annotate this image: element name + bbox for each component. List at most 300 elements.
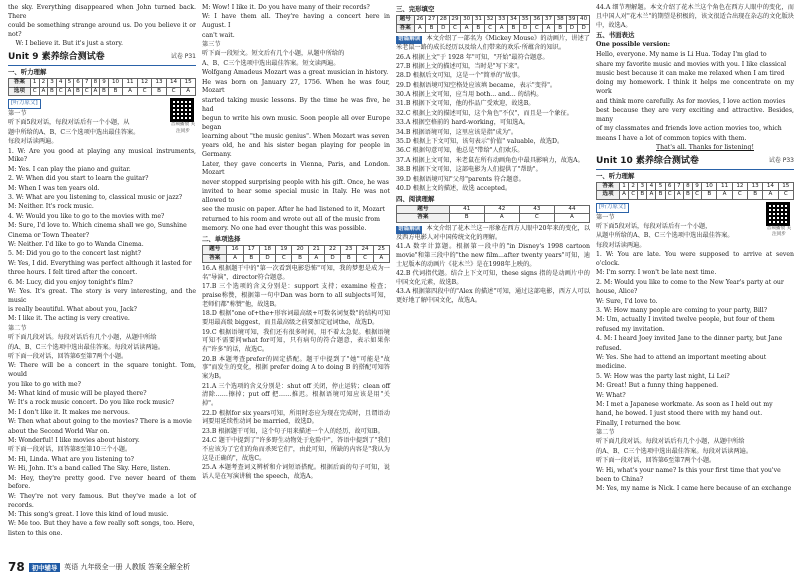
- text-line: W: Then what about going to the movies? There is a movie: [8, 418, 192, 426]
- answer-table: [596, 182, 794, 200]
- text-line: Wolfgang Amadeus Mozart was a great musician in history.: [202, 69, 389, 77]
- table-cell: 22: [324, 246, 340, 255]
- table-cell: C: [692, 191, 701, 200]
- answer-table: [202, 245, 390, 263]
- table-cell: 8: [91, 79, 100, 88]
- table-cell: A: [554, 214, 589, 223]
- unit-header: [8, 51, 196, 66]
- review-tag: 语篇解读: [398, 36, 421, 43]
- unit-ref: 试卷 P33: [768, 156, 794, 164]
- listening-block: [8, 98, 196, 538]
- listening-block: [596, 202, 794, 494]
- text-line: 听下面一段对话，回答第6至第7两个小题。: [596, 457, 716, 465]
- text-line: 24.C 题干中提到了"许多野生动物处于危险中"，答语中提到了"我们不应该为了它们的角而杀死它们"，由此可知，所缺的内容是"我认为这是正确的"，故选C。: [202, 437, 390, 462]
- review-text: 本文介绍了花木兰这一形象在西方人眼中20年来的变化，以及西方电影人对中国传统文化的理解。: [396, 224, 591, 241]
- table-cell: A: [619, 191, 628, 200]
- column-2: [202, 4, 390, 482]
- table-cell: C: [519, 214, 554, 223]
- text-line: 25.A 本题考查词义辨析和介词短语搭配。根据后面的句子可知，说话人是在写演讲稿 the speech，故选A。: [202, 464, 390, 480]
- table-cell: B: [702, 191, 717, 200]
- text-line: 1. W: You are late. You were supposed to arrive at seven o'clock.: [596, 251, 794, 268]
- table-cell: A: [674, 191, 683, 200]
- table-cell: A: [123, 87, 138, 96]
- table-cell: B: [656, 191, 665, 200]
- text-line: 42.B 代词指代题。结合上下文可知，these signs 指的是动画片中的中国文化元素，故选B。: [396, 270, 590, 287]
- table-cell: C: [629, 191, 638, 200]
- table-row-header: 答案: [397, 24, 415, 33]
- table-cell: C: [357, 254, 373, 263]
- text-line: started taking music lessons. By the time he was five, he had: [202, 96, 390, 113]
- text-line: 听下面5段对话，每段对话后有一个小题，: [596, 223, 712, 231]
- essay: [596, 51, 794, 143]
- table-cell: C: [449, 24, 461, 33]
- text-line: hand, he bowed. I just stood there with my hand out.: [596, 410, 763, 418]
- text-line: 听下面一段短文。短文后有几个小题，从题中所给的: [202, 50, 345, 58]
- review-tag: 语篇解读: [398, 225, 421, 232]
- section-heading: 五、书面表达: [596, 31, 635, 40]
- text-line: M: Hey, they're pretty good. I've never heard of them before.: [8, 474, 196, 491]
- text-line: 第一节: [596, 213, 615, 221]
- text-line: 5. M: Did you go to the concert last night?: [8, 250, 141, 258]
- table-cell: 34: [508, 16, 520, 25]
- text-line: M: When I was ten years old.: [8, 184, 100, 192]
- table-cell: 18: [259, 246, 275, 255]
- text-line: can't wait.: [202, 31, 235, 39]
- section-heading: 三、完形填空: [396, 5, 435, 13]
- text-line: listen to this one.: [8, 529, 63, 537]
- table-cell: 42: [484, 205, 519, 214]
- explanations: [396, 54, 590, 194]
- table-cell: A: [484, 214, 519, 223]
- text-line: 22.D 根据for six years可知，所用时态应为现在完成时，且谓语动词要用延续性动词 be married，故选D。: [202, 409, 390, 426]
- qr-caption: 音频播放 关注同步: [766, 225, 792, 238]
- listening-transcript: [8, 110, 196, 538]
- table-cell: 14: [763, 182, 778, 191]
- table-row-header: 题号: [203, 246, 227, 255]
- text-line: 39.D 根据语境可知"父母"parents 符合题意。: [396, 175, 525, 183]
- text-line: 37.A 根据上文可知，米老鼠在所有动画角色中最具影响力，故选A。: [396, 156, 584, 164]
- text-line: W: There will be a concert in the square tonight. Tom, would: [8, 362, 196, 379]
- table-row-header: 答案: [203, 254, 227, 263]
- table-cell: A: [763, 191, 778, 200]
- text-line: 2. M: Would you like to come to the New Year's party at our: [596, 278, 784, 286]
- text-line: W: I have them all. They're having a concert here in August. I: [202, 13, 390, 30]
- text-line: M: Great! But a funny thing happened.: [596, 382, 719, 390]
- text-line: M: What kind of music will be played there?: [8, 390, 147, 397]
- text-line: 16.A 根据题干中的"第一次看到电影恐怖"可知，我的梦想是成为一名"导演"，director符合题意。: [202, 265, 390, 281]
- table-cell: 23: [341, 246, 357, 255]
- text-line: 4. W: Would you like to go to the movies with me?: [8, 212, 165, 220]
- text-line: the sky. Everything disappeared when John turned back. There: [8, 4, 196, 20]
- text-line: M: I'm sorry. I won't be late next time.: [596, 269, 717, 277]
- text-line: 21.A 三个选项的含义分别是：shut off 关闭，停止运转；clean off 清除……擦掉；put off 把……推迟。根据语境可知应该是用"关掉"。: [202, 382, 390, 408]
- text-line: 33.A 根据空格前的 hard-working，可知选A。: [396, 119, 530, 127]
- column-1: [8, 4, 196, 539]
- table-cell: A: [227, 254, 243, 263]
- text-line: means I have a lot of common topics with them.: [596, 134, 747, 142]
- table-row-header: 选项: [9, 87, 31, 96]
- text-line: 听下面几段对话。每段对话后有几个小题，从题中所给: [8, 334, 157, 342]
- table-cell: 40: [578, 16, 590, 25]
- table-cell: A: [39, 87, 48, 96]
- text-line: 第三节: [202, 40, 221, 48]
- table-cell: B: [292, 254, 308, 263]
- page-footer: [8, 560, 190, 574]
- table-cell: 16: [227, 246, 243, 255]
- table-row-header: 答案: [597, 182, 620, 191]
- table-cell: 4: [56, 79, 65, 88]
- table-cell: 3: [48, 79, 57, 88]
- text-line: A、B、C三个选项中选出最佳答案。短文读两遍。: [202, 59, 340, 67]
- section-heading: 四、阅读理解: [396, 194, 435, 203]
- text-line: 31.B 根据下文可知，他的作品广受欢迎，故选B。: [396, 100, 535, 108]
- text-line: refused.: [596, 344, 622, 352]
- text-line: 44.A 细节理解题。本文介绍了花木兰这个角色在西方人眼中的变化，而且中国人对"花木兰"的期望是积极的，该文很适合出现在杂志的文化版块中，故选A。: [596, 4, 794, 29]
- unit-ref: 试卷 P31: [170, 53, 196, 61]
- section-heading: 一、听力理解: [596, 171, 635, 180]
- table-cell: C: [276, 254, 292, 263]
- text-line: 2. W: When did you start to learn the guitar?: [8, 175, 149, 183]
- table-cell: C: [732, 191, 747, 200]
- qr-code-icon[interactable]: [170, 98, 194, 122]
- table-cell: B: [449, 214, 484, 223]
- text-line: 第二节: [8, 324, 27, 332]
- text-line: 28.D 根据后文可知，这是一个"简单的"故事。: [396, 72, 524, 80]
- table-cell: 5: [65, 79, 74, 88]
- text-line: W: What?: [596, 391, 626, 399]
- table-cell: B: [426, 24, 438, 33]
- text-line: W: Yes. It's great. The story is very interesting, and the music: [8, 287, 196, 304]
- table-cell: D: [259, 254, 275, 263]
- table-cell: D: [566, 24, 578, 33]
- text-line: Finally, I returned the bow.: [596, 419, 681, 427]
- table-cell: C: [56, 87, 65, 96]
- review-text: 本文介绍了一部名为《Mickey Mouse》的动画片，讲述了米老鼠一路的成长经历以及给人们带来的欢乐·所蕴含的知识。: [396, 35, 590, 52]
- text-line: W: Hi, John. It's a band called The Sky. Here, listen.: [8, 465, 171, 473]
- table-cell: 27: [426, 16, 438, 25]
- text-line: 27.B 根据上文的描述可知，当时是"写下来"。: [396, 62, 524, 70]
- text-line: 41.A 数字计算题。根据第一段中的"in Disney's 1998 cartoon movie"和第三段中的"the new film...after twenty years"可知，迪士尼版本的动画片《花木兰》是在1998年上映的。: [396, 243, 590, 268]
- text-line: 4. M: I heard Joey invited Jane to the dinner party, but Jane: [596, 335, 783, 343]
- text-line: 第二节: [596, 429, 615, 437]
- text-line: years old, he and his sister began playing for people in Germany.: [202, 142, 390, 159]
- answer-table: [396, 205, 590, 223]
- table-cell: A: [181, 87, 196, 96]
- text-line: of my classmates and friends love action movies too, which: [596, 125, 782, 133]
- text-line: doing my homework. I think it helps me concentrate on my work: [596, 79, 794, 96]
- text-line: learning about "the music genius". When Mozart was seven: [202, 133, 390, 141]
- listening-transcript: [596, 214, 794, 495]
- table-cell: B: [748, 191, 763, 200]
- text-line: is really beautiful. What about you, Jack?: [8, 306, 137, 314]
- text-line: 40.D 根据上文的描述，故选 accepted。: [396, 184, 512, 192]
- table-cell: A: [647, 191, 656, 200]
- table-cell: D: [437, 24, 449, 33]
- table-cell: B: [508, 24, 520, 33]
- table-cell: 31: [473, 16, 485, 25]
- table-cell: C: [778, 191, 793, 200]
- table-cell: 1: [619, 182, 628, 191]
- text-line: W: It's a rock music concert. Do you like rock music?: [8, 399, 175, 407]
- table-cell: 39: [566, 16, 578, 25]
- text-line: W: I believe it. But it's just a story.: [15, 40, 123, 48]
- text-line: 29.D 根据语境可知空格处应该填 became，表示"变得"。: [396, 81, 557, 89]
- table-cell: B: [48, 87, 57, 96]
- table-cell: C: [665, 191, 674, 200]
- table-cell: 28: [437, 16, 449, 25]
- table-cell: 3: [638, 182, 647, 191]
- text-line: M: Hi, Linda. What are you listening to?: [8, 455, 134, 463]
- text-line: 43.A 根据第四段中的"Alex 的描述"可知，通过这部电影，西方人可以更好地了解中国文化，故选A。: [396, 288, 590, 305]
- table-cell: 9: [100, 79, 109, 88]
- text-line: 3. W: What are you listening to, classical music or jazz?: [8, 193, 183, 201]
- unit-title: Unit 10 素养综合测试卷: [596, 155, 699, 166]
- table-cell: B: [100, 87, 109, 96]
- text-line: about the Second World War on.: [8, 427, 110, 435]
- unit-header: [596, 155, 794, 170]
- table-cell: 21: [308, 246, 324, 255]
- table-row-header: 题号: [397, 205, 450, 214]
- text-line: and think more carefully. As for movies, I love action movies: [596, 97, 786, 105]
- text-line: 30.A 根据上文可知，应当用 both... and... 的结构。: [396, 91, 543, 99]
- text-line: 34.B 根据语境可知，这里应该是指"成为"。: [396, 128, 518, 136]
- table-cell: C: [484, 24, 496, 33]
- table-cell: 12: [137, 79, 152, 88]
- table-cell: 19: [276, 246, 292, 255]
- table-cell: A: [543, 24, 555, 33]
- text-line: three hours. I felt tired after the concert.: [8, 269, 138, 277]
- brand-badge: 初中辅导: [29, 563, 61, 572]
- table-row-header: 答案: [9, 79, 31, 88]
- text-line: 题中所给的A、B、C三个选项中选出最佳答案。: [8, 128, 140, 136]
- text-line: 5. W: How was the party last night, Li Lei?: [596, 372, 730, 380]
- table-cell: 4: [647, 182, 656, 191]
- text-line: M: Sure, I'd love to. Which cinema shall we go, Sunshine: [8, 222, 187, 230]
- table-cell: 30: [461, 16, 473, 25]
- table-cell: 8: [683, 182, 692, 191]
- table-cell: 36: [531, 16, 543, 25]
- page-number: 78: [8, 560, 25, 574]
- answer-table: [396, 15, 590, 33]
- text-line: 23.B 根据题干可知，这个句子用来描述一个人的经历，故可知B。: [202, 427, 384, 435]
- text-line: 6. M: Lucy, did you enjoy tonight's film?: [8, 278, 133, 286]
- text-line: 听下面一段对话，回答第8至第10三个小题。: [8, 446, 132, 454]
- text-line: One possible version:: [596, 41, 671, 49]
- explanations: [202, 265, 390, 481]
- table-cell: B: [243, 254, 259, 263]
- transcript-continued: [202, 4, 390, 234]
- table-cell: C: [30, 87, 39, 96]
- table-cell: 29: [449, 16, 461, 25]
- table-cell: 10: [108, 79, 123, 88]
- table-cell: B: [554, 24, 566, 33]
- table-cell: A: [373, 254, 389, 263]
- qr-caption: 音频播放 关注同步: [170, 122, 196, 134]
- table-cell: 25: [373, 246, 389, 255]
- text-line: M: Wonderful! I like movies about history.: [8, 436, 140, 444]
- text-line: W: Sure, I'd love to.: [596, 297, 658, 305]
- text-line: 听下面几段对话。每段对话后有几个小题，从题中所给: [596, 438, 745, 446]
- text-line: W: Yes. She had to attend an important meeting about: [596, 353, 767, 361]
- text-line: M: Um, actually I invited twelve people, but four of them: [596, 316, 775, 324]
- text-line: memory. No one had ever thought this was possible.: [202, 225, 367, 233]
- table-cell: 37: [543, 16, 555, 25]
- text-line: 18.D 根据"one of+the+形容词最高级+可数名词复数"的结构可知要用最高级 biggest，而且最高级之前要加定冠词the，故选D。: [202, 310, 390, 327]
- text-line: refused my invitation.: [596, 325, 665, 333]
- text-line: Later, they gave concerts in Vienna, Paris, and London. Mozart: [202, 160, 390, 177]
- text-line: best because they are very exciting and attractive. Besides, many: [596, 107, 794, 123]
- text-line: never stopped surprising people with his gift. Once, he was: [202, 178, 389, 186]
- table-cell: B: [473, 24, 485, 33]
- text-line: share my favorite music and movies with you. I like classical: [596, 60, 787, 68]
- table-cell: 32: [484, 16, 496, 25]
- table-cell: 14: [166, 79, 181, 88]
- text-line: begun to write his own music. Soon people all over Europe began: [202, 114, 390, 131]
- text-line: Cinema or Town Theater?: [8, 231, 90, 239]
- table-cell: 35: [519, 16, 531, 25]
- text-line: M: Neither. It's rock music.: [8, 203, 94, 211]
- table-row-header: 题号: [397, 16, 415, 25]
- section-heading: 一、听力理解: [8, 67, 47, 76]
- table-cell: 41: [449, 205, 484, 214]
- text-line: W: Yes, I did. Everything was perfect although it lasted for: [8, 259, 192, 267]
- table-cell: C: [137, 87, 152, 96]
- table-cell: 15: [778, 182, 793, 191]
- text-line: medicine.: [596, 363, 627, 371]
- text-line: 每段对话读两遍。: [596, 241, 646, 249]
- qr-code-icon[interactable]: [766, 202, 790, 226]
- text-line: see the music on paper. After he had listened to it, Mozart: [202, 206, 385, 214]
- text-line: He was born on January 27, 1756. When he was four, Mozart: [202, 78, 390, 95]
- table-cell: D: [578, 24, 590, 33]
- text-line: 32.C 根据上文的描述可知，这个角色"不仅"，而且是一个象征。: [396, 109, 573, 117]
- table-cell: 1: [30, 79, 39, 88]
- table-cell: 15: [181, 79, 196, 88]
- table-cell: 11: [123, 79, 138, 88]
- table-cell: C: [531, 24, 543, 33]
- text-line: music best because it can make me relaxed when I am tired: [596, 70, 785, 78]
- text-line: W: Me too. But they have a few really soft songs, too. Here,: [8, 520, 195, 528]
- table-cell: 13: [152, 79, 167, 88]
- text-line: house, Alice?: [596, 288, 638, 296]
- table-cell: 38: [554, 16, 566, 25]
- table-cell: 7: [674, 182, 683, 191]
- column-3: [396, 4, 590, 307]
- text-line: been to China?: [596, 476, 644, 484]
- table-cell: A: [717, 191, 732, 200]
- table-row-header: 选项: [597, 191, 620, 200]
- table-cell: 10: [702, 182, 717, 191]
- text-line: W: They're not very famous. But they've made a lot of records.: [8, 492, 196, 509]
- section-heading: 二、单项选择: [202, 235, 241, 244]
- text-line: you like to go with me?: [8, 380, 81, 388]
- table-row-header: 答案: [397, 214, 450, 223]
- table-cell: 24: [357, 246, 373, 255]
- table-cell: D: [324, 254, 340, 263]
- unit-title: Unit 9 素养综合测试卷: [8, 52, 105, 63]
- table-cell: A: [308, 254, 324, 263]
- text-line: M: I like it. The acting is very creative.: [8, 315, 130, 323]
- table-cell: 6: [665, 182, 674, 191]
- table-cell: A: [461, 24, 473, 33]
- text-line: 19.C 根据语境可知，我们还有很多时间，用不着太急促。根据语境可知不需要问what for可知，只有病句的符合题意，表示如果你有"许多"的话，故选C。: [202, 328, 390, 354]
- table-cell: D: [519, 24, 531, 33]
- table-cell: 6: [74, 79, 83, 88]
- text-line: 听下面5段对话，每段对话后有一个小题，从: [8, 119, 130, 127]
- text-line: 的A、B、C三个选项中选出最佳答案。每段对话读两遍。: [8, 343, 165, 351]
- table-cell: 43: [519, 205, 554, 214]
- table-cell: B: [683, 191, 692, 200]
- text-line: 35.D 根据上下文可知，该句表示"价值" valuable，故选D。: [396, 138, 564, 146]
- text-line: could be something strange around us. Do you believe it or not?: [8, 22, 196, 38]
- table-cell: B: [638, 191, 647, 200]
- table-cell: B: [152, 87, 167, 96]
- table-cell: B: [108, 87, 123, 96]
- table-cell: C: [82, 87, 91, 96]
- text-line: W: Hi, what's your name? Is this your first time that you've: [596, 466, 781, 474]
- text-line: M: Wow! I like it. Do you have many of their records?: [202, 4, 370, 11]
- text-line: 听下面一段对话，回答第6至第7两个小题。: [8, 353, 128, 361]
- text-line: returned to his room and wrote out all of the music from: [202, 215, 380, 223]
- text-line: 26.A 根据上文"于 1928 年"可知，"开始"最符合题意。: [396, 53, 549, 61]
- text-line: 38.B 根据下文可知，这部电影为人们提供了"帮助"。: [396, 166, 542, 174]
- table-cell: B: [74, 87, 83, 96]
- table-cell: B: [341, 254, 357, 263]
- text-line: 1. W: Are you good at playing any musical instruments, Mike?: [8, 147, 196, 164]
- table-cell: 13: [748, 182, 763, 191]
- text-line: M: I don't like it. It makes me nervous.: [8, 408, 130, 416]
- text-line: M: I met a Japanese workmate. As soon as I held out my: [596, 400, 773, 408]
- explanations: [396, 243, 590, 306]
- text-line: 20.B 本题考查prefer的固定搭配。题干中提到了"她"可能是"故事"而发生的变化，根据 prefer doing A to doing B 的搭配可知答案为B。: [202, 355, 390, 381]
- table-cell: 20: [292, 246, 308, 255]
- text-line: invited to hear some special music in Italy. He was not allowed to: [202, 188, 390, 205]
- text-line: 3. W: How many people are coming to your party, Bill?: [596, 307, 768, 314]
- table-cell: A: [496, 24, 508, 33]
- table-cell: 11: [717, 182, 732, 191]
- table-cell: 2: [629, 182, 638, 191]
- answer-table: [8, 78, 196, 96]
- table-cell: A: [414, 24, 426, 33]
- table-cell: 12: [732, 182, 747, 191]
- table-cell: 26: [414, 16, 426, 25]
- text-line: Hello, everyone. My name is Li Hua. Today I'm glad to: [596, 51, 767, 59]
- text-line: M: Yes, my name is Nick. I came here because of an exchange: [596, 485, 792, 493]
- text-line: 36.C 根据句意可知，他总是"带给"人们欢乐。: [396, 147, 524, 155]
- table-cell: 9: [692, 182, 701, 191]
- text-line: 从题中所给的A、B、C三个选项中选出最佳答案。: [596, 232, 734, 240]
- listening-tag: [听力原文]: [596, 203, 629, 213]
- footer-text: 英语 九年级全一册 人教版 答案全解全析: [64, 563, 190, 571]
- table-cell: 33: [496, 16, 508, 25]
- text-line: M: This song's great. I love this kind of loud music.: [8, 510, 169, 518]
- table-cell: A: [91, 87, 100, 96]
- text-line: 17.B 三个选项的含义分别是：support 支持；examine 检查；praise称赞，根据第一句中Dan was born to all subjects可知，老师们都"称赞"他，故选B。: [202, 283, 390, 308]
- table-cell: 5: [656, 182, 665, 191]
- table-cell: A: [65, 87, 74, 96]
- table-cell: 44: [554, 205, 589, 214]
- text-line: M: Yes. I can play the piano and guitar.: [8, 165, 131, 173]
- text-line: 每段对话读两遍。: [8, 138, 58, 146]
- text-line: W: Neither. I'd like to go to Wanda Cinema.: [8, 240, 144, 248]
- table-cell: 2: [39, 79, 48, 88]
- table-cell: 17: [243, 246, 259, 255]
- table-cell: C: [166, 87, 181, 96]
- column-4: [596, 4, 794, 495]
- listening-tag: [听力原文]: [8, 99, 41, 109]
- text-line: 的A、B、C三个选项中选出最佳答案。每段对话读两遍。: [596, 447, 753, 455]
- text-line: 第一节: [8, 110, 27, 118]
